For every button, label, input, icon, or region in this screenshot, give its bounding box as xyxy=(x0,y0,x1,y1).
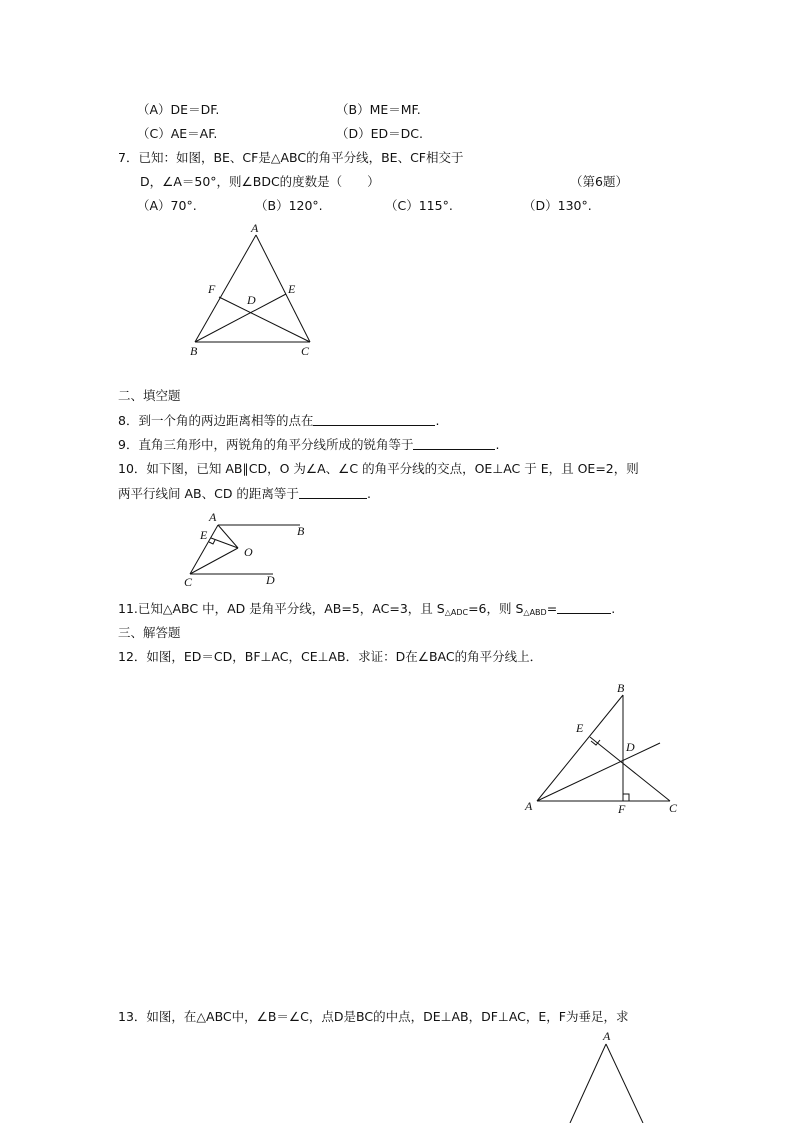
q13-segment-ac xyxy=(606,1044,643,1123)
q11-text-pre: 11.已知△ABC 中，AD 是角平分线，AB=5，AC=3，且 S xyxy=(118,601,445,616)
q13-triangle-figure xyxy=(560,1028,650,1123)
q10-label-b: B xyxy=(297,524,305,538)
q8 xyxy=(118,413,439,429)
q9-text: 9．直角三角形中，两锐角的角平分线所成的锐角等于 xyxy=(118,437,414,452)
q10-label-e: E xyxy=(200,528,208,542)
q12-label-f: F xyxy=(618,802,626,816)
q12-right-angle-f xyxy=(623,794,629,801)
q10-label-o: O xyxy=(244,545,253,559)
q6-option-c: （C）AE＝AF. xyxy=(137,126,218,141)
q7-figure-note: （第6题） xyxy=(570,174,628,189)
q7-segment-cf xyxy=(219,297,310,342)
q8-text: 8．到一个角的两边距离相等的点在 xyxy=(118,413,314,428)
q7-option-a: （A）70°. xyxy=(137,198,197,213)
q12-label-d: D xyxy=(626,740,635,754)
q10-end: . xyxy=(366,486,371,501)
section3-heading: 三、解答题 xyxy=(118,625,181,640)
q13-label-a: A xyxy=(603,1029,611,1043)
q9-answer-blank[interactable] xyxy=(413,437,495,450)
q7-label-c: C xyxy=(301,344,310,358)
q11-sub-abd: △ABD xyxy=(523,608,547,617)
q11-tail: . xyxy=(611,601,616,616)
q7-line2: D，∠A＝50°，则∠BDC的度数是（ ） xyxy=(140,174,380,189)
q12-label-b: B xyxy=(617,681,625,695)
q7-option-b: （B）120°. xyxy=(255,198,323,213)
q12-text: 12．如图，ED＝CD，BF⊥AC，CE⊥AB．求证：D在∠BAC的角平分线上． xyxy=(118,649,543,664)
q7-label-e: E xyxy=(288,282,296,296)
q6-option-a: （A）DE＝DF. xyxy=(137,102,220,117)
q10-label-a: A xyxy=(209,510,217,524)
q10-parallel-figure xyxy=(180,508,305,590)
q7-option-d: （D）130°. xyxy=(523,198,592,213)
q12-segment-ad-extended xyxy=(537,743,660,801)
q7-line1: 7．已知：如图，BE、CF是△ABC的角平分线，BE、CF相交于 xyxy=(118,150,464,165)
q11-sub-adc: △ADC xyxy=(444,608,469,617)
q11-answer-blank[interactable] xyxy=(557,601,611,614)
q12-label-c: C xyxy=(669,801,678,815)
q12-label-e: E xyxy=(576,721,584,735)
q13-text: 13．如图，在△ABC中，∠B＝∠C，点D是BC的中点，DE⊥AB，DF⊥AC，E，F为垂足，求 xyxy=(118,1009,629,1024)
q12-triangle-figure xyxy=(520,678,690,818)
q10-label-d: D xyxy=(266,573,275,587)
q8-answer-blank[interactable] xyxy=(313,413,435,426)
q11-text-end: = xyxy=(546,601,558,616)
q10-answer-blank[interactable] xyxy=(299,486,367,499)
q7-segment-ac xyxy=(256,235,310,342)
q10-line2 xyxy=(118,486,371,502)
q7-triangle-figure xyxy=(180,220,330,365)
q6-option-b: （B）ME＝MF. xyxy=(336,102,421,117)
q6-option-d: （D）ED＝DC. xyxy=(336,126,423,141)
q9 xyxy=(118,437,499,453)
q10-label-c: C xyxy=(184,575,193,589)
q8-end: . xyxy=(435,413,440,428)
q7-option-c: （C）115°. xyxy=(385,198,453,213)
q11-text-mid: =6，则 S xyxy=(468,601,524,616)
q12-label-a: A xyxy=(525,799,533,813)
q7-label-f: F xyxy=(208,282,216,296)
q12-segment-ab xyxy=(537,695,623,801)
q13-segment-ab xyxy=(570,1044,606,1123)
q9-end: . xyxy=(495,437,500,452)
q10-line1: 10．如下图，已知 AB∥CD，O 为∠A、∠C 的角平分线的交点，OE⊥AC 于 E，且 OE=2，则 xyxy=(118,461,639,476)
q7-label-d: D xyxy=(247,293,256,307)
q11 xyxy=(118,601,615,621)
q10-right-angle-mark xyxy=(209,540,215,544)
q10-line2-text: 两平行线间 AB、CD 的距离等于 xyxy=(118,486,299,501)
section2-heading: 二、填空题 xyxy=(118,388,181,403)
q7-label-a: A xyxy=(251,221,259,235)
q7-label-b: B xyxy=(190,344,198,358)
